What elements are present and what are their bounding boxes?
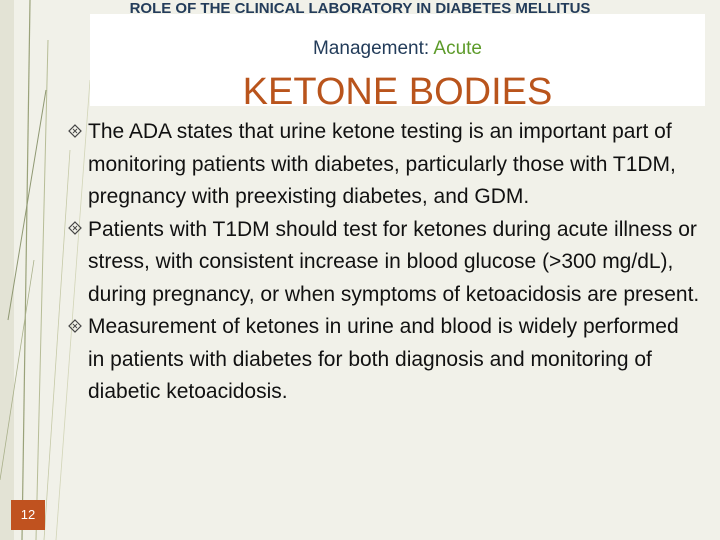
bullet-text: Patients with T1DM should test for ketones during acute illness or stress, with consistent increase in blood glucose (>300 mg/dL), during pregnancy, or when symptoms of ketoacidosis are present.: [88, 217, 700, 306]
slide-heading: KETONE BODIES: [242, 71, 553, 113]
subtitle-accent: Acute: [433, 38, 482, 59]
page-number-badge: 12: [11, 500, 45, 530]
bullet-item: [50, 116, 700, 214]
subtitle-prefix: Management:: [312, 38, 430, 59]
bullet-item: [50, 214, 700, 312]
subtitle: [90, 38, 705, 60]
bullet-list: [50, 116, 700, 409]
bullet-item: [50, 311, 700, 409]
bullet-text: Measurement of ketones in urine and blood is widely performed in patients with diabetes for both diagnosis and monitoring of diabetic ketoacidosis.: [88, 315, 679, 403]
diamond-bullet-icon: [68, 116, 82, 149]
bullet-text: The ADA states that urine ketone testing is an important part of monitoring patients with diabetes, particularly those with T1DM, pregnancy with preexisting diabetes, and GDM.: [88, 120, 676, 208]
diamond-bullet-icon: [68, 311, 82, 344]
diamond-bullet-icon: [68, 214, 82, 247]
slide-title: ROLE OF THE CLINICAL LABORATORY IN DIABETES MELLITUS: [129, 0, 591, 17]
